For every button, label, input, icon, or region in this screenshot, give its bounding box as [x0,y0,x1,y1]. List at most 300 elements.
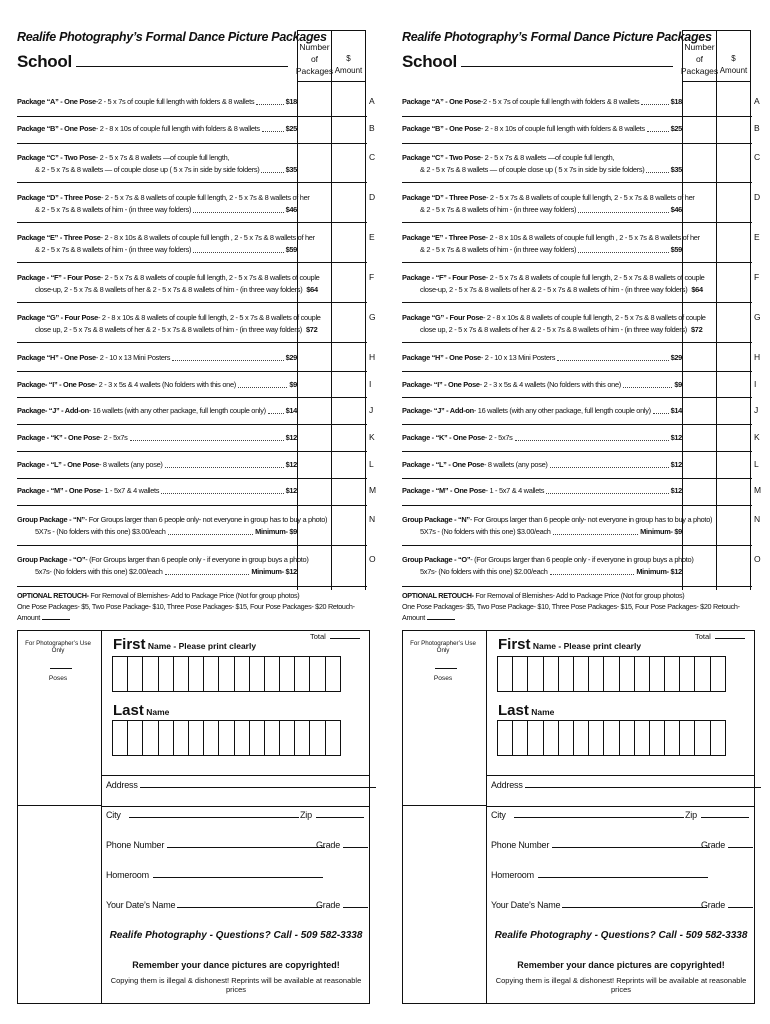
package-row [402,152,682,176]
letter-box[interactable] [249,656,265,692]
package-price: $9 [289,380,297,389]
package-price: $12 [670,460,682,469]
package-desc: - 2 - 3 x 5s & 4 wallets (No folders with this one) [479,380,621,389]
date-name-field[interactable]: Your Date’s Name [106,899,322,910]
package-desc: - 2 - 8 x 10s & 8 wallets of couple full length, 2 - 5 x 7s & 8 wallets of couple [483,313,706,322]
letter-box[interactable] [497,720,513,756]
first-name-boxes[interactable] [113,656,341,692]
photographer-use-box-lower [17,806,102,1004]
package-name: Package “E” - Three Pose [402,233,486,242]
letter-box[interactable] [619,656,635,692]
letter-box[interactable] [603,656,619,692]
letter-box[interactable] [203,720,219,756]
letter-box[interactable] [218,720,234,756]
letter-box[interactable] [649,656,665,692]
package-row [17,232,315,256]
package-desc2: & 2 - 5 x 7s & 8 wallets — of couple close up ( 5 x 7s in side by side folders) [420,165,645,174]
package-price: $18 [285,97,297,106]
school-line[interactable] [461,52,673,67]
letter-box[interactable] [142,656,158,692]
package-letter: B [369,123,375,133]
letter-box[interactable] [710,656,726,692]
letter-box[interactable] [694,656,710,692]
letter-box[interactable] [512,656,528,692]
package-name: Package - “L” - One Pose [402,460,484,469]
package-desc: - 2 - 10 x 13 Mini Posters [480,353,556,362]
letter-box[interactable] [158,656,174,692]
package-letter: J [369,405,374,415]
row-rule [17,451,367,452]
school-label: School [402,52,457,71]
package-desc: -2 - 5 x 7s of couple full length with folders & 8 wallets [95,97,255,106]
first-name-boxes[interactable] [498,656,726,692]
package-desc: - 2 - 3 x 5s & 4 wallets (No folders with this one) [94,380,236,389]
letter-box[interactable] [279,720,295,756]
row-rule [17,143,367,144]
package-desc: - 1 - 5x7 & 4 wallets [485,486,545,495]
package-name: Package “G” - Four Pose [402,313,483,322]
package-price: $9 [674,380,682,389]
questions-line: Realife Photography - Questions? Call - 509 582-3338 [109,930,363,941]
package-row [402,96,682,108]
package-letter: I [754,379,757,389]
package-desc: - 2 - 5 x 7s & 8 wallets of couple full length, 2 - 5 x 7s & 8 wallets of couple [100,273,320,282]
package-desc2: & 2 - 5 x 7s & 8 wallets of him - (in three way folders) [420,205,577,214]
package-price: $35 [670,165,682,174]
amount-header: $ Amount [716,30,751,82]
row-rule [17,302,367,303]
row-rule [402,478,752,479]
package-desc: - 8 wallets (any pose) [98,460,163,469]
letter-box[interactable] [710,720,726,756]
package-price: Minimum- $12 [251,567,297,576]
letter-box[interactable] [679,720,695,756]
package-name: Package - “F” - Four Pose [17,273,101,282]
package-name: Package- “I” - One Pose [17,380,95,389]
package-price: Minimum- $9 [640,527,682,536]
package-desc2: close up, 2 - 5 x 7s & 8 wallets of her & 2 - 5 x 7s & 8 wallets of him - (in three way folders) [420,325,687,334]
letter-box[interactable] [158,720,174,756]
divider [102,775,370,776]
package-desc2: & 2 - 5 x 7s & 8 wallets — of couple close up ( 5 x 7s in side by side folders) [35,165,260,174]
poses-label: Poses [433,675,453,682]
date-grade-field[interactable]: Grade [701,899,753,910]
grade-field[interactable]: Grade [316,839,368,850]
letter-box[interactable] [527,720,543,756]
package-row [17,554,309,578]
package-letter: G [754,312,761,322]
package-price: $46 [670,205,682,214]
zip-field[interactable]: Zip [300,809,364,820]
school-label: School [17,52,72,71]
grade-field[interactable]: Grade [701,839,753,850]
row-rule [402,424,752,425]
letter-box[interactable] [264,720,280,756]
letter-box[interactable] [649,720,665,756]
package-name: Group Package - “N” [402,515,470,524]
letter-box[interactable] [112,720,128,756]
phone-field[interactable]: Phone Number [491,839,710,850]
row-rule [402,116,752,117]
row-rule [402,397,752,398]
package-desc2: close up, 2 - 5 x 7s & 8 wallets of her & 2 - 5 x 7s & 8 wallets of him - (in three way folders) [35,325,302,334]
package-letter: C [754,152,761,162]
package-letter: H [754,352,761,362]
package-row [402,352,682,364]
last-name-boxes[interactable] [113,720,341,756]
homeroom-field[interactable]: Homeroom [106,869,323,880]
letter-box[interactable] [218,656,234,692]
package-name: Package “B” - One Pose [402,124,481,133]
total-field[interactable]: Total [695,632,745,641]
letter-box[interactable] [512,720,528,756]
package-price: $72 [690,325,703,334]
row-rule [402,371,752,372]
row-rule [17,424,367,425]
poses-line[interactable] [50,668,72,669]
package-name: Package- “J” - Add-on [402,406,474,415]
row-rule [17,262,367,263]
copyright-notice: Remember your dance pictures are copyrighted! [517,960,725,970]
package-desc2: 5x7s- (No folders with this one) $2.00/each [35,567,163,576]
package-letter: N [754,514,761,524]
package-letter: M [754,485,762,495]
package-name: Package - “M” - One Pose [17,486,101,495]
letter-box[interactable] [497,656,513,692]
number-of-packages-header: Number of Packages [682,30,717,82]
package-name: Package - “L” - One Pose [17,460,99,469]
package-desc: - 2 - 8 x 10s of couple full length with folders & 8 wallets [480,124,645,133]
address-field[interactable]: Address [491,779,761,790]
questions-line: Realife Photography - Questions? Call - 509 582-3338 [494,930,748,941]
phone-field[interactable]: Phone Number [106,839,325,850]
package-desc2: & 2 - 5 x 7s & 8 wallets of him - (in three way folders) [420,245,577,254]
package-name: Package “C” - Two Pose [17,153,96,162]
package-name: Group Package - “O” [402,555,471,564]
address-field[interactable]: Address [106,779,376,790]
package-desc: - 2 - 8 x 10s & 8 wallets of couple full length, 2 - 5 x 7s & 8 wallets of couple [98,313,321,322]
package-desc2: 5X7s - (No folders with this one) $3.00/each [35,527,166,536]
row-rule [402,143,752,144]
package-name: Package “D” - Three Pose [402,193,486,202]
package-price: Minimum- $12 [636,567,682,576]
city-field[interactable]: City [106,809,299,820]
package-price: $12 [285,486,297,495]
row-rule [402,302,752,303]
package-row [402,379,682,391]
letter-box[interactable] [679,656,695,692]
package-row [402,272,705,296]
letter-box[interactable] [142,720,158,756]
letter-box[interactable] [527,656,543,692]
package-row [402,514,713,538]
package-price: $59 [285,245,297,254]
copying-notice: Copying them is illegal & dishonest! Reprints will be available at reasonable prices [110,976,362,994]
package-letter: M [369,485,377,495]
package-desc: - 2 - 8 x 10s of couple full length with folders & 8 wallets [95,124,260,133]
package-row [402,405,682,417]
package-desc: - 2 - 5x7s [484,433,513,442]
letter-box[interactable] [694,720,710,756]
package-letter: I [369,379,372,389]
letter-box[interactable] [173,656,189,692]
package-name: Package “H” - One Pose [402,353,481,362]
package-desc: - 2 - 5x7s [99,433,128,442]
form-title: Realife Photography’s Formal Dance Picture Packages [402,30,712,44]
letter-box[interactable] [188,656,204,692]
last-name-label: Last Name [113,702,170,719]
date-grade-field[interactable]: Grade [316,899,368,910]
letter-box[interactable] [634,720,650,756]
photographer-use-label: For Photographer’s Use Only [25,640,91,654]
package-letter: A [754,96,760,106]
package-letter: H [369,352,376,362]
package-row [402,459,682,471]
last-name-label: Last Name [498,702,555,719]
package-price: $25 [670,124,682,133]
package-desc: - 2 - 5 x 7s & 8 wallets —of couple full length, [480,153,615,162]
city-field[interactable]: City [491,809,684,820]
package-name: Package “C” - Two Pose [402,153,481,162]
package-letter: L [369,459,374,469]
total-field[interactable]: Total [310,632,360,641]
package-letter: A [369,96,375,106]
package-price: $14 [285,406,297,415]
package-row [402,192,695,216]
package-name: Package “H” - One Pose [17,353,96,362]
package-price: Minimum- $9 [255,527,297,536]
school-field[interactable] [402,52,673,72]
package-desc: - For Groups larger than 6 people only- not everyone in group has to buy a photo) [84,515,328,524]
package-desc: - 2 - 5 x 7s & 8 wallets of couple full length, 2 - 5 x 7s & 8 wallets of her [101,193,310,202]
row-rule [402,262,752,263]
package-row [402,432,682,444]
package-price: $25 [285,124,297,133]
letter-box[interactable] [543,656,559,692]
package-row [402,232,700,256]
package-row [17,379,297,391]
package-name: Package “D” - Three Pose [17,193,101,202]
divider [487,775,755,776]
package-desc: - 2 - 8 x 10s & 8 wallets of couple full length , 2 - 5 x 7s & 8 wallets of her [100,233,315,242]
package-name: Package- “J” - Add-on [17,406,89,415]
letter-box[interactable] [588,720,604,756]
package-row [17,272,320,296]
row-rule [402,342,752,343]
date-name-field[interactable]: Your Date’s Name [491,899,707,910]
package-name: Group Package - “O” [17,555,86,564]
package-desc2: close-up, 2 - 5 x 7s & 8 wallets of her & 2 - 5 x 7s & 8 wallets of him - (in three way folders) [35,285,303,294]
package-row [17,485,297,497]
package-desc2: close-up, 2 - 5 x 7s & 8 wallets of her & 2 - 5 x 7s & 8 wallets of him - (in three way folders) [420,285,688,294]
package-row [402,312,706,336]
package-row [17,432,297,444]
package-price: $72 [305,325,318,334]
package-letter: O [369,554,376,564]
package-price: $12 [670,486,682,495]
package-desc: - 1 - 5x7 & 4 wallets [100,486,160,495]
letter-box[interactable] [127,656,143,692]
package-desc: - For Groups larger than 6 people only- not everyone in group has to buy a photo) [469,515,713,524]
retouch-amount-line[interactable] [42,619,70,620]
divider [102,806,370,807]
package-letter: E [754,232,760,242]
package-desc: - 2 - 5 x 7s & 8 wallets —of couple full length, [95,153,230,162]
photographer-use-box [402,630,487,806]
package-desc: - 2 - 8 x 10s & 8 wallets of couple full length , 2 - 5 x 7s & 8 wallets of her [485,233,700,242]
retouch-amount-line[interactable] [427,619,455,620]
column-divider [365,82,366,590]
letter-box[interactable] [309,656,325,692]
package-name: Package - “F” - Four Pose [402,273,486,282]
package-letter: C [369,152,376,162]
letter-box[interactable] [543,720,559,756]
package-price: $12 [670,433,682,442]
letter-box[interactable] [249,720,265,756]
package-row [17,152,297,176]
row-rule [17,586,367,587]
package-name: Package “E” - Three Pose [17,233,101,242]
optional-retouch: OPTIONAL RETOUCH- For Removal of Blemishes- Add to Package Price (Not for group photos) One Pose Packages- $5, Two Pose Package- $10, Three Pose Packages- $15, Four Pose Packages- $20 Retouch- Amount [402,591,740,622]
photographer-use-label: For Photographer’s Use Only [410,640,476,654]
package-row [17,96,297,108]
package-name: Package “A” - One Pose [17,97,96,106]
package-row [17,123,297,135]
package-name: Package - “K” - One Pose [17,433,100,442]
letter-box[interactable] [188,720,204,756]
row-rule [17,182,367,183]
letter-box[interactable] [603,720,619,756]
package-desc: - 2 - 10 x 13 Mini Posters [95,353,171,362]
poses-line[interactable] [435,668,457,669]
letter-box[interactable] [234,720,250,756]
letter-box[interactable] [664,656,680,692]
package-letter: F [369,272,375,282]
package-letter: N [369,514,376,524]
package-letter: K [754,432,760,442]
letter-box[interactable] [325,720,341,756]
school-line[interactable] [76,52,288,67]
form-title: Realife Photography’s Formal Dance Picture Packages [17,30,327,44]
column-divider [750,82,751,590]
letter-box[interactable] [573,720,589,756]
letter-box[interactable] [294,720,310,756]
letter-box[interactable] [573,656,589,692]
photographer-use-box-lower [402,806,487,1004]
package-price: $46 [285,205,297,214]
first-name-label: First Name - Please print clearly [498,636,642,653]
package-letter: D [369,192,376,202]
letter-box[interactable] [634,656,650,692]
package-price: $29 [670,353,682,362]
letter-box[interactable] [279,656,295,692]
letter-box[interactable] [294,656,310,692]
homeroom-field[interactable]: Homeroom [491,869,708,880]
divider [487,806,755,807]
package-row [17,192,310,216]
photographer-use-box [17,630,102,806]
package-letter: D [754,192,761,202]
package-name: Package- “I” - One Pose [402,380,480,389]
package-desc2: 5X7s - (No folders with this one) $3.00/each [420,527,551,536]
letter-box[interactable] [173,720,189,756]
school-field[interactable] [17,52,288,72]
package-letter: B [754,123,760,133]
letter-box[interactable] [325,656,341,692]
package-letter: G [369,312,376,322]
package-letter: J [754,405,759,415]
row-rule [402,222,752,223]
letter-box[interactable] [309,720,325,756]
zip-field[interactable]: Zip [685,809,749,820]
package-price: $29 [285,353,297,362]
row-rule [17,222,367,223]
row-rule [17,397,367,398]
letter-box[interactable] [588,656,604,692]
package-row [402,123,682,135]
letter-box[interactable] [127,720,143,756]
row-rule [402,586,752,587]
package-price: $14 [670,406,682,415]
copyright-notice: Remember your dance pictures are copyrighted! [132,960,340,970]
letter-box[interactable] [112,656,128,692]
letter-box[interactable] [264,656,280,692]
package-name: Group Package - “N” [17,515,85,524]
row-rule [402,545,752,546]
package-price: $64 [691,285,703,294]
letter-box[interactable] [664,720,680,756]
package-name: Package “A” - One Pose [402,97,481,106]
row-rule [402,451,752,452]
package-desc: - 16 wallets (with any other package, full length couple only) [88,406,266,415]
package-row [17,459,297,471]
letter-box[interactable] [619,720,635,756]
package-row [17,352,297,364]
row-rule [17,545,367,546]
package-price: $59 [670,245,682,254]
package-letter: O [754,554,761,564]
order-form-right [385,0,770,1024]
package-row [17,405,297,417]
column-divider [331,82,332,590]
letter-box[interactable] [203,656,219,692]
package-letter: E [369,232,375,242]
number-of-packages-header: Number of Packages [297,30,332,82]
package-row [402,554,694,578]
optional-retouch: OPTIONAL RETOUCH- For Removal of Blemishes- Add to Package Price (Not for group photos) One Pose Packages- $5, Two Pose Package- $10, Three Pose Packages- $15, Four Pose Packages- $20 Retouch- Amount [17,591,355,622]
row-rule [17,478,367,479]
first-name-label: First Name - Please print clearly [113,636,257,653]
package-desc: - (For Groups larger than 6 people only - if everyone in group buys a photo) [85,555,309,564]
letter-box[interactable] [558,720,574,756]
row-rule [402,505,752,506]
last-name-boxes[interactable] [498,720,726,756]
package-desc2: 5x7s- (No folders with this one) $2.00/each [420,567,548,576]
package-price: $12 [285,460,297,469]
copying-notice: Copying them is illegal & dishonest! Reprints will be available at reasonable prices [495,976,747,994]
letter-box[interactable] [558,656,574,692]
row-rule [17,505,367,506]
letter-box[interactable] [234,656,250,692]
package-letter: L [754,459,759,469]
package-name: Package - “K” - One Pose [402,433,485,442]
package-desc2: & 2 - 5 x 7s & 8 wallets of him - (in three way folders) [35,205,192,214]
package-row [402,485,682,497]
package-price: $64 [306,285,318,294]
package-name: Package “G” - Four Pose [17,313,98,322]
package-letter: F [754,272,760,282]
package-letter: K [369,432,375,442]
